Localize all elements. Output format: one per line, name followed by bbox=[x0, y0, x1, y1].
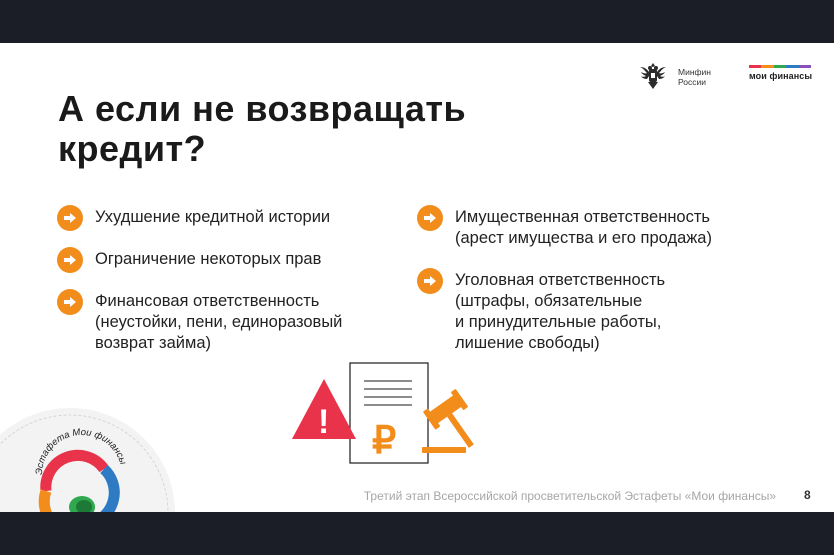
gavel-icon bbox=[422, 389, 488, 458]
footer-text: Третий этап Всероссийской просветительской Эстафеты «Мои финансы» bbox=[363, 489, 776, 503]
arrow-right-icon bbox=[57, 205, 83, 231]
bullet-financial-liability: Финансовая ответственность (неустойки, пени, единоразовый возврат займа) bbox=[57, 289, 387, 355]
relay-logo bbox=[0, 383, 175, 512]
warning-triangle-icon bbox=[292, 379, 356, 441]
arrow-right-icon bbox=[57, 289, 83, 315]
title-line-2: кредит? bbox=[58, 128, 207, 169]
eagle-emblem-icon bbox=[636, 59, 670, 93]
slide-title bbox=[58, 89, 578, 169]
moi-finansy-logo bbox=[749, 65, 819, 87]
logo-color-bar bbox=[749, 65, 811, 69]
moi-finansy-label: мои финансы bbox=[749, 71, 813, 81]
minfin-logo bbox=[636, 59, 746, 95]
page-number: 8 bbox=[804, 488, 811, 502]
ruble-document-icon bbox=[350, 363, 428, 463]
ruble-symbol: ₽ bbox=[372, 420, 397, 462]
title-line-1: А если не возвращать bbox=[58, 88, 467, 129]
arrow-right-icon bbox=[57, 247, 83, 273]
warning-symbol: ! bbox=[318, 403, 330, 441]
slide bbox=[0, 43, 834, 512]
bullet-credit-history: Ухудшение кредитной истории bbox=[57, 205, 387, 231]
bullet-rights-restriction: Ограничение некоторых прав bbox=[57, 247, 387, 273]
bullet-criminal-liability: Уголовная ответственность (штрафы, обязательные и принудительные работы, лишение свободы) bbox=[417, 268, 747, 356]
minfin-label: Минфин России bbox=[678, 67, 711, 87]
illustration bbox=[290, 361, 500, 467]
arrow-right-icon bbox=[417, 268, 443, 294]
arrow-right-icon bbox=[417, 205, 443, 231]
relay-logo-text: Эстафета Мои финансы bbox=[33, 426, 129, 476]
bullet-property-liability: Имущественная ответственность (арест имущества и его продажа) bbox=[417, 205, 747, 251]
